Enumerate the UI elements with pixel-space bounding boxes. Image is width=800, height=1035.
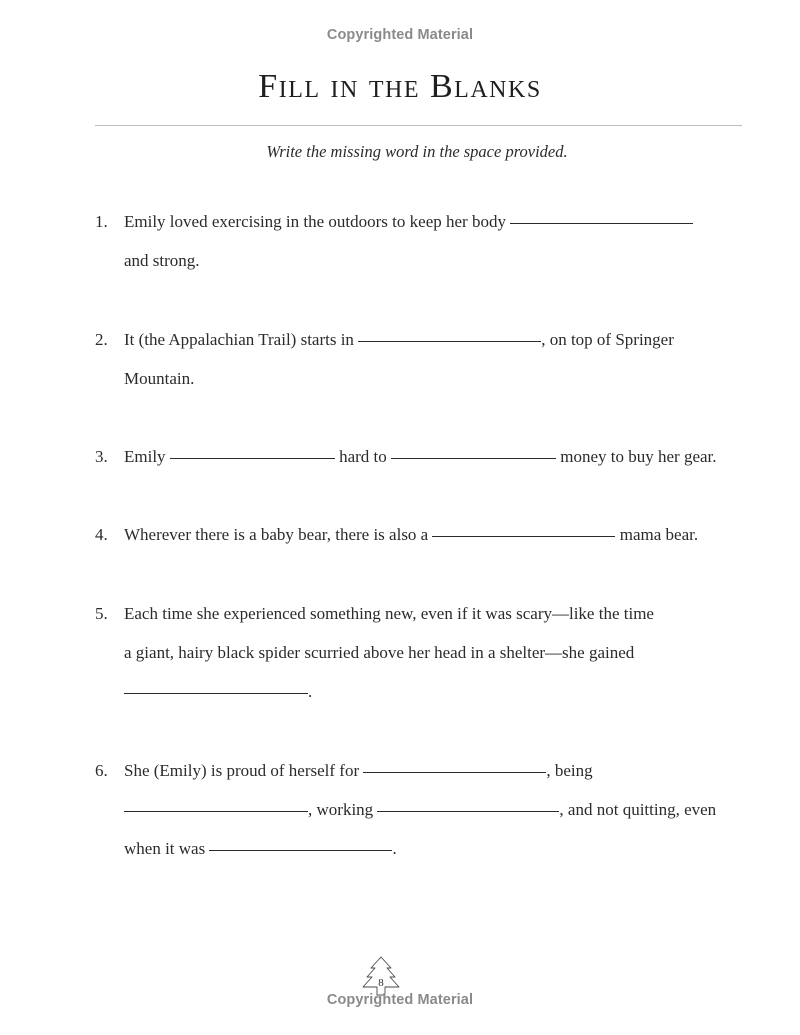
question-2 <box>95 320 755 398</box>
text-segment: Emily loved exercising in the outdoors to keep her body <box>124 212 511 231</box>
question-number: 5. <box>95 604 108 623</box>
question-number: 4. <box>95 525 108 544</box>
question-line <box>124 829 755 868</box>
question-text <box>124 594 755 711</box>
instructions: Write the missing word in the space provided. <box>266 142 568 161</box>
answer-blank[interactable] <box>391 457 556 459</box>
question-number: 3. <box>95 447 108 466</box>
watermark-bottom: Copyrighted Material <box>326 992 474 1008</box>
text-segment: Emily <box>124 447 170 466</box>
question-line <box>124 515 755 554</box>
text-segment: and strong. <box>124 251 200 270</box>
page-number: 8 <box>378 977 384 989</box>
text-segment: Mountain. <box>124 369 195 388</box>
question-text <box>124 320 755 398</box>
question-3 <box>95 437 755 476</box>
question-1 <box>95 202 755 280</box>
text-segment: hard to <box>334 447 391 466</box>
question-line <box>124 437 755 476</box>
text-segment: when it was <box>124 839 210 858</box>
question-5 <box>95 594 755 711</box>
text-segment: It (the Appalachian Trail) starts in <box>124 330 359 349</box>
text-segment: , working <box>308 800 378 819</box>
text-segment: She (Emily) is proud of herself for <box>124 761 364 780</box>
text-segment: . <box>308 682 313 701</box>
text-segment: money to buy her gear. <box>556 447 717 466</box>
answer-blank[interactable] <box>363 771 546 773</box>
question-text <box>124 515 755 554</box>
text-segment: , being <box>546 761 593 780</box>
question-text <box>124 437 755 476</box>
question-text <box>124 202 755 280</box>
question-number: 1. <box>95 212 108 231</box>
answer-blank[interactable] <box>510 222 693 224</box>
text-segment: Wherever there is a baby bear, there is also a <box>124 525 433 544</box>
question-line <box>124 320 755 359</box>
text-segment: mama bear. <box>615 525 699 544</box>
question-line <box>124 672 755 711</box>
question-line <box>124 790 755 829</box>
text-segment: Each time she experienced something new, even if it was scary—like the time <box>124 604 654 623</box>
title-divider <box>95 125 742 126</box>
question-4 <box>95 515 755 554</box>
question-line <box>124 359 755 398</box>
question-number: 6. <box>95 761 108 780</box>
question-line <box>124 633 755 672</box>
question-text <box>124 751 755 868</box>
answer-blank[interactable] <box>124 692 308 694</box>
page-title: Fill in the Blanks <box>258 68 542 105</box>
text-segment: , on top of Springer <box>541 330 674 349</box>
answer-blank[interactable] <box>432 535 615 537</box>
question-line <box>124 751 755 790</box>
text-segment: . <box>392 839 397 858</box>
answer-blank[interactable] <box>209 849 392 851</box>
question-6 <box>95 751 755 868</box>
watermark-top: Copyrighted Material <box>326 27 474 43</box>
answer-blank[interactable] <box>170 457 335 459</box>
question-line <box>124 594 755 633</box>
text-segment: a giant, hairy black spider scurried above her head in a shelter—she gained <box>124 643 635 662</box>
question-line <box>124 202 755 241</box>
answer-blank[interactable] <box>358 340 541 342</box>
question-number: 2. <box>95 330 108 349</box>
text-segment: , and not quitting, even <box>559 800 717 819</box>
question-line <box>124 241 755 280</box>
answer-blank[interactable] <box>377 810 559 812</box>
answer-blank[interactable] <box>124 810 308 812</box>
